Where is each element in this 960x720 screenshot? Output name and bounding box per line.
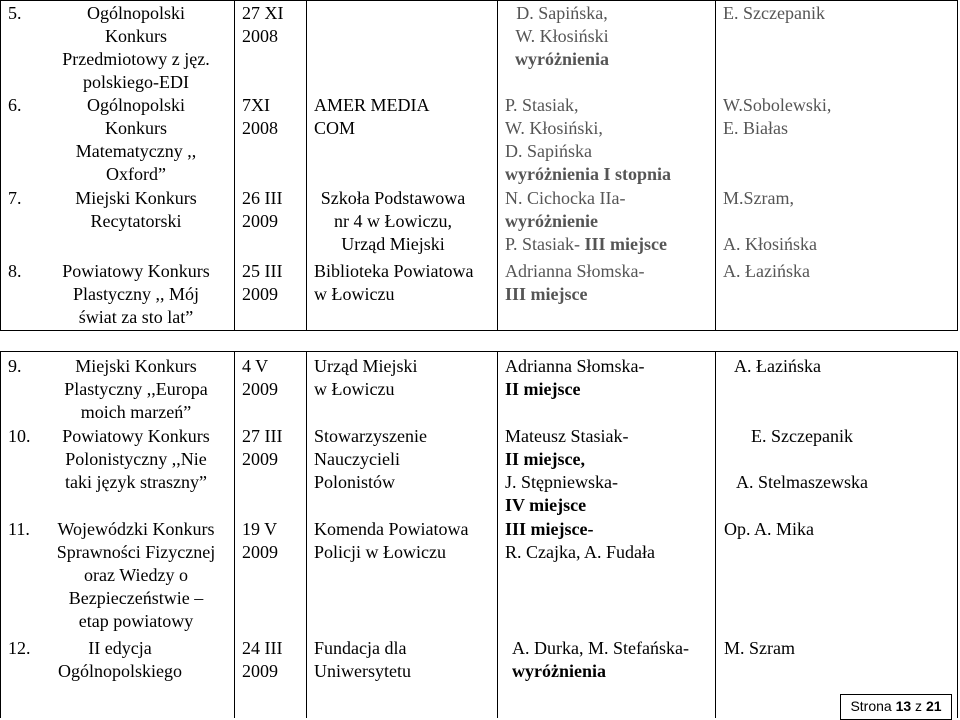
bottom-table-border-top — [0, 351, 958, 352]
row-6-winner-line: P. Stasiak, — [505, 95, 579, 115]
row-7-number: 7. — [8, 188, 22, 208]
row-6-award: wyróżnienia I stopnia — [505, 164, 672, 184]
row-12-competition — [40, 637, 200, 683]
row-10-winner-line: Mateusz Stasiak- — [505, 426, 629, 446]
row-6-competition-line: Ogólnopolski — [86, 95, 185, 115]
row-8-date — [242, 260, 282, 306]
row-7-date-line: 26 III — [242, 188, 283, 208]
row-10-organizer-line: Nauczycieli — [314, 449, 400, 469]
page-number-footer — [840, 694, 952, 720]
row-5-number: 5. — [8, 3, 22, 23]
row-9-place: II miejsce — [505, 379, 581, 399]
row-7-winner-line: N. Cichocka IIa- — [505, 188, 626, 208]
page-label: Strona — [850, 698, 896, 714]
row-9-organizer-line: Urząd Miejski — [314, 356, 418, 376]
row-6-date-line: 7XI — [242, 95, 270, 115]
row-11-organizer-line: Policji w Łowiczu — [314, 542, 446, 562]
row-6-organizer-line: COM — [314, 118, 356, 138]
bottom-col-divider-1 — [234, 351, 235, 718]
current-page: 13 — [895, 698, 912, 714]
row-11-competition-line: etap powiatowy — [78, 611, 194, 631]
row-6-date-line: 2008 — [242, 118, 278, 138]
row-9-competition-line: Miejski Konkurs — [75, 356, 197, 376]
row-6-date — [242, 94, 278, 140]
row-5-winner-line: W. Kłosiński — [515, 26, 609, 46]
row-10-organizer — [314, 425, 427, 494]
row-11-competition-line: Wojewódzki Konkurs — [57, 519, 215, 539]
row-9-competition — [40, 355, 232, 424]
row-11-place: III miejsce- — [505, 519, 594, 539]
row-9-number: 9. — [8, 356, 22, 376]
row-7-organizer-line: Urząd Miejski — [341, 234, 445, 254]
row-9-organizer — [314, 355, 417, 401]
row-12-teacher: M. Szram — [724, 638, 795, 658]
row-8-competition-line: Plastyczny ,, Mój — [73, 284, 199, 304]
row-11-competition — [40, 518, 232, 633]
row-8-date-line: 25 III — [242, 261, 283, 281]
page-separator: z — [911, 698, 926, 714]
top-table-border-bottom — [0, 330, 958, 331]
row-9-winner-line: Adrianna Słomska- — [505, 356, 645, 376]
row-7-teacher-line: M.Szram, — [723, 188, 794, 208]
row-10-number: 10. — [8, 426, 31, 446]
row-7-competition — [40, 187, 232, 233]
row-10-competition-line: Polonistyczny ,,Nie — [65, 449, 207, 469]
row-11-competition-line: Sprawności Fizycznej — [56, 542, 216, 562]
row-8-winners — [505, 260, 644, 306]
top-col-divider-4 — [715, 0, 716, 331]
row-7-teacher-line: A. Kłosińska — [723, 234, 817, 254]
row-11-date-line: 19 V — [242, 519, 278, 539]
row-5-winner-line: D. Sapińska, — [516, 3, 608, 23]
row-6-competition — [40, 94, 232, 186]
row-9-date-line: 4 V — [242, 356, 269, 376]
row-9-competition-line: Plastyczny ,,Europa — [64, 379, 208, 399]
row-10-teacher-line: A. Stelmaszewska — [736, 472, 868, 492]
row-11-winners — [505, 518, 655, 564]
row-6-competition-line: Matematyczny ,, — [75, 141, 197, 161]
row-7-winners — [505, 187, 667, 256]
row-11-competition-line: Bezpieczeństwie – — [68, 588, 204, 608]
row-12-competition-line: Ogólnopolskiego — [58, 661, 182, 681]
row-7-organizer — [308, 187, 478, 256]
row-7-teacher — [723, 187, 817, 256]
row-5-competition-line: polskiego-EDI — [83, 72, 189, 92]
top-col-divider-1 — [234, 0, 235, 331]
row-5-teacher: E. Szczepanik — [723, 3, 825, 23]
row-7-organizer-line: nr 4 w Łowiczu, — [334, 211, 452, 231]
row-10-organizer-line: Stowarzyszenie — [314, 426, 427, 446]
row-10-place: II miejsce, — [505, 449, 585, 469]
row-10-competition-line: taki język straszny” — [65, 472, 207, 492]
row-10-place: IV miejsce — [505, 495, 587, 515]
row-6-teacher-line: W.Sobolewski, — [723, 95, 832, 115]
top-table-border-top — [0, 0, 958, 1]
row-6-organizer — [314, 94, 430, 140]
row-5-award: wyróżnienia — [515, 49, 609, 69]
row-10-winner-line: J. Stępniewska- — [505, 472, 618, 492]
row-7-organizer-line: Szkoła Podstawowa — [320, 188, 466, 208]
row-12-organizer-line: Uniwersytetu — [314, 661, 411, 681]
row-12-award: wyróżnienia — [512, 661, 606, 681]
row-11-teacher: Op. A. Mika — [724, 519, 814, 539]
top-table-border-right — [957, 0, 958, 331]
row-11-winner-line: R. Czajka, A. Fudała — [505, 542, 655, 562]
bottom-table-border-left — [0, 351, 1, 718]
row-8-competition-line: świat za sto lat” — [78, 307, 194, 327]
row-6-organizer-line: AMER MEDIA — [314, 95, 430, 115]
row-5-competition-line: Ogólnopolski — [86, 3, 185, 23]
row-10-date-line: 2009 — [242, 449, 278, 469]
row-7-competition-line: Miejski Konkurs — [75, 188, 197, 208]
row-6-teacher — [723, 94, 831, 140]
row-6-winners — [505, 94, 671, 186]
row-12-date-line: 24 III — [242, 638, 283, 658]
row-9-date — [242, 355, 278, 401]
top-col-divider-2 — [306, 0, 307, 331]
row-8-organizer-line: w Łowiczu — [314, 284, 395, 304]
row-12-date-line: 2009 — [242, 661, 278, 681]
row-7-teacher-spacer — [723, 210, 817, 233]
total-pages: 21 — [925, 698, 942, 714]
row-5-competition-line: Przedmiotowy z jęz. — [62, 49, 210, 69]
row-10-date — [242, 425, 282, 471]
row-10-teacher-spacer — [716, 448, 888, 471]
bottom-table-border-right — [957, 351, 958, 718]
row-7-date-line: 2009 — [242, 211, 278, 231]
row-9-date-line: 2009 — [242, 379, 278, 399]
row-12-organizer — [314, 637, 411, 683]
row-12-date — [242, 637, 282, 683]
row-9-organizer-line: w Łowiczu — [314, 379, 395, 399]
row-7-winner-name: P. Stasiak- — [505, 234, 585, 254]
row-12-number: 12. — [8, 638, 31, 658]
row-10-organizer-line: Polonistów — [314, 472, 396, 492]
row-8-teacher: A. Łazińska — [723, 261, 810, 281]
row-12-winner-line: A. Durka, M. Stefańska- — [512, 638, 689, 658]
row-11-organizer-line: Komenda Powiatowa — [314, 519, 469, 539]
row-12-winners — [512, 637, 689, 683]
row-9-winners — [505, 355, 644, 401]
row-10-competition — [40, 425, 232, 494]
top-table-border-left — [0, 0, 1, 331]
row-8-organizer-line: Biblioteka Powiatowa — [314, 261, 474, 281]
row-8-winner-line: Adrianna Słomska- — [505, 261, 645, 281]
row-6-competition-line: Oxford” — [106, 164, 166, 184]
row-8-place: III miejsce — [505, 284, 588, 304]
row-6-winner-line: W. Kłosiński, — [505, 118, 603, 138]
row-7-winner-line — [505, 233, 667, 256]
row-5-date-line: 27 XI — [242, 3, 284, 23]
row-12-competition-line: II edycja — [88, 638, 152, 658]
row-11-organizer — [314, 518, 468, 564]
row-5-date — [242, 2, 284, 48]
row-7-award: wyróżnienie — [505, 211, 598, 231]
row-7-competition-line: Recytatorski — [90, 211, 182, 231]
bottom-col-divider-4 — [715, 351, 716, 718]
row-10-competition-line: Powiatowy Konkurs — [62, 426, 210, 446]
row-5-date-line: 2008 — [242, 26, 278, 46]
row-9-competition-line: moich marzeń” — [80, 402, 192, 422]
row-5-competition-line: Konkurs — [105, 26, 167, 46]
row-10-teacher — [716, 425, 888, 494]
row-12-organizer-line: Fundacja dla — [314, 638, 407, 658]
row-10-winners — [505, 425, 628, 517]
row-11-competition-line: oraz Wiedzy o — [84, 565, 188, 585]
row-11-date-line: 2009 — [242, 542, 278, 562]
row-8-number: 8. — [8, 261, 22, 281]
row-10-date-line: 27 III — [242, 426, 283, 446]
row-8-competition — [40, 260, 232, 329]
row-8-competition-line: Powiatowy Konkurs — [62, 261, 210, 281]
row-7-place: III miejsce — [584, 234, 667, 254]
row-10-teacher-line: E. Szczepanik — [751, 426, 853, 446]
row-11-date — [242, 518, 278, 564]
row-9-teacher: A. Łazińska — [734, 356, 821, 376]
row-11-number: 11. — [8, 519, 30, 539]
row-6-winner-line: D. Sapińska — [505, 141, 592, 161]
row-6-competition-line: Konkurs — [105, 118, 167, 138]
row-6-number: 6. — [8, 95, 22, 115]
row-5-winners — [498, 2, 626, 71]
bottom-col-divider-2 — [306, 351, 307, 718]
row-6-teacher-line: E. Białas — [723, 118, 788, 138]
row-5-competition — [40, 2, 232, 94]
bottom-col-divider-3 — [497, 351, 498, 718]
row-8-date-line: 2009 — [242, 284, 278, 304]
row-7-date — [242, 187, 282, 233]
row-8-organizer — [314, 260, 473, 306]
